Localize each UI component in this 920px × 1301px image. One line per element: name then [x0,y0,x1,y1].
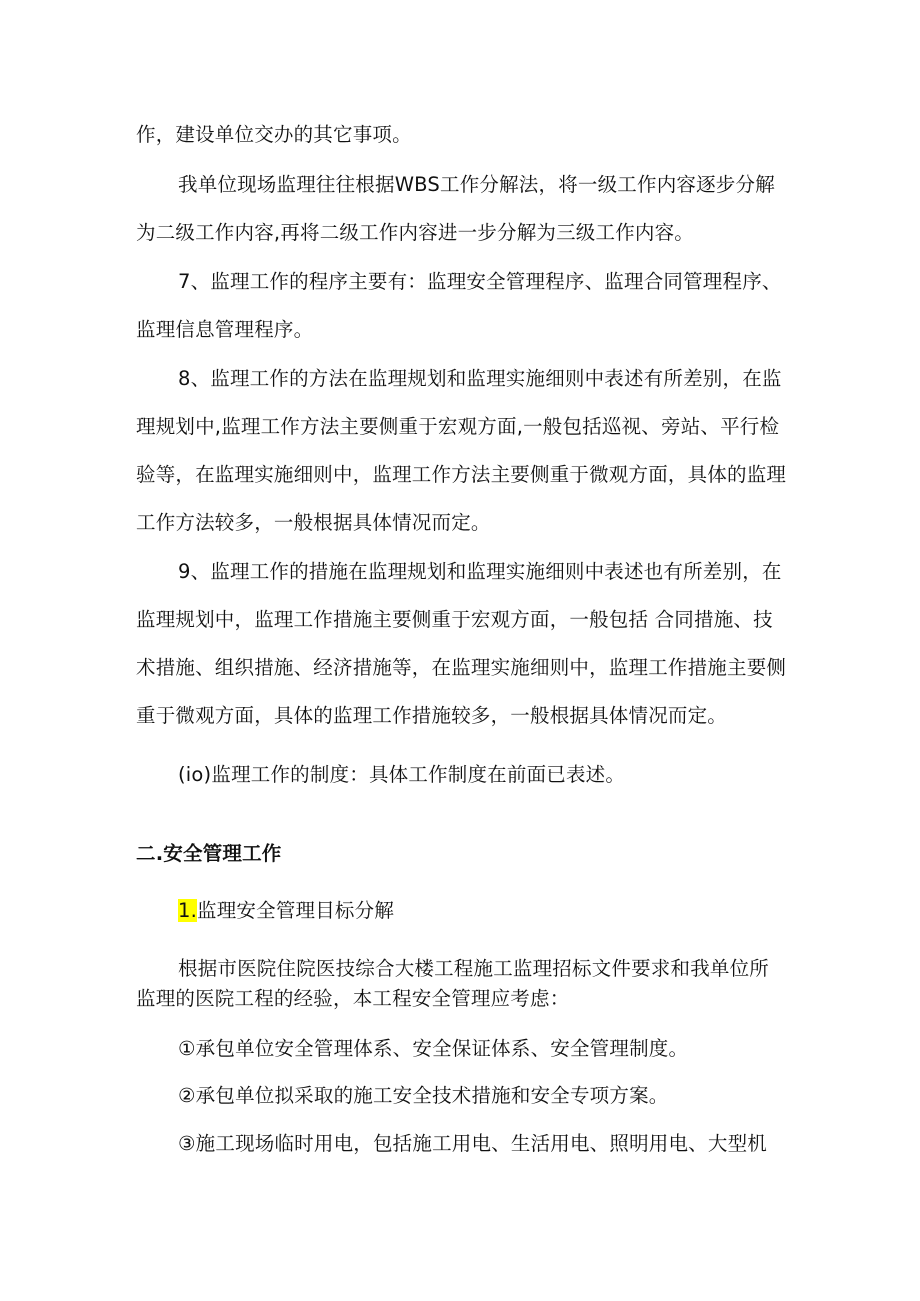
paragraph-line: 监理信息管理程序。 [136,318,314,341]
paragraph-line: 8、监理工作的方法在监理规划和监理实施细则中表述有所差别，在监 [178,367,782,390]
paragraph-line: 验等，在监理实施细则中，监理工作方法主要侧重于微观方面，具体的监理 [136,463,787,486]
paragraph-line: 工作方法较多，一般根据具体情况而定。 [136,511,491,534]
list-item: ②承包单位拟采取的施工安全技术措施和安全专项方案。 [178,1084,669,1107]
list-item: ③施工现场临时用电，包括施工用电、生活用电、照明用电、大型机 [178,1132,767,1155]
paragraph-line: 监理规划中，监理工作措施主要侧重于宏观方面，一般包括 合同措施、技 [136,608,773,631]
paragraph-line: 9、监理工作的措施在监理规划和监理实施细则中表述也有所差别，在 [178,560,782,583]
paragraph-line: (io)监理工作的制度：具体工作制度在前面已表述。 [178,763,626,786]
paragraph-line: 为二级工作内容,再将二级工作内容进一步分解为三级工作内容。 [136,221,694,244]
paragraph-line: 作，建设单位交办的其它事项。 [136,123,412,146]
paragraph-line: 监理的医院工程的经验，本工程安全管理应考虑： [136,987,570,1010]
paragraph-line: 重于微观方面，具体的监理工作措施较多，一般根据具体情况而定。 [136,704,728,727]
section-heading: 二.安全管理工作 [136,842,282,865]
sub-heading-text: 监理安全管理目标分解 [197,899,395,922]
paragraph-line: 根据市医院住院医技综合大楼工程施工监理招标文件要求和我单位所 [178,957,770,980]
paragraph-line: 术措施、组织措施、经济措施等，在监理实施细则中，监理工作措施主要侧 [136,656,787,679]
sub-heading [178,897,838,925]
sub-heading-number: 1. [178,899,198,922]
list-item: ①承包单位安全管理体系、安全保证体系、安全管理制度。 [178,1037,689,1060]
paragraph-line: 7、监理工作的程序主要有：监理安全管理程序、监理合同管理程序、 [178,270,782,293]
paragraph-line: 我单位现场监理往往根据WBS工作分解法，将一级工作内容逐步分解 [178,173,775,196]
paragraph-line: 理规划中,监理工作方法主要侧重于宏观方面,一般包括巡视、旁站、平行检 [136,415,780,438]
